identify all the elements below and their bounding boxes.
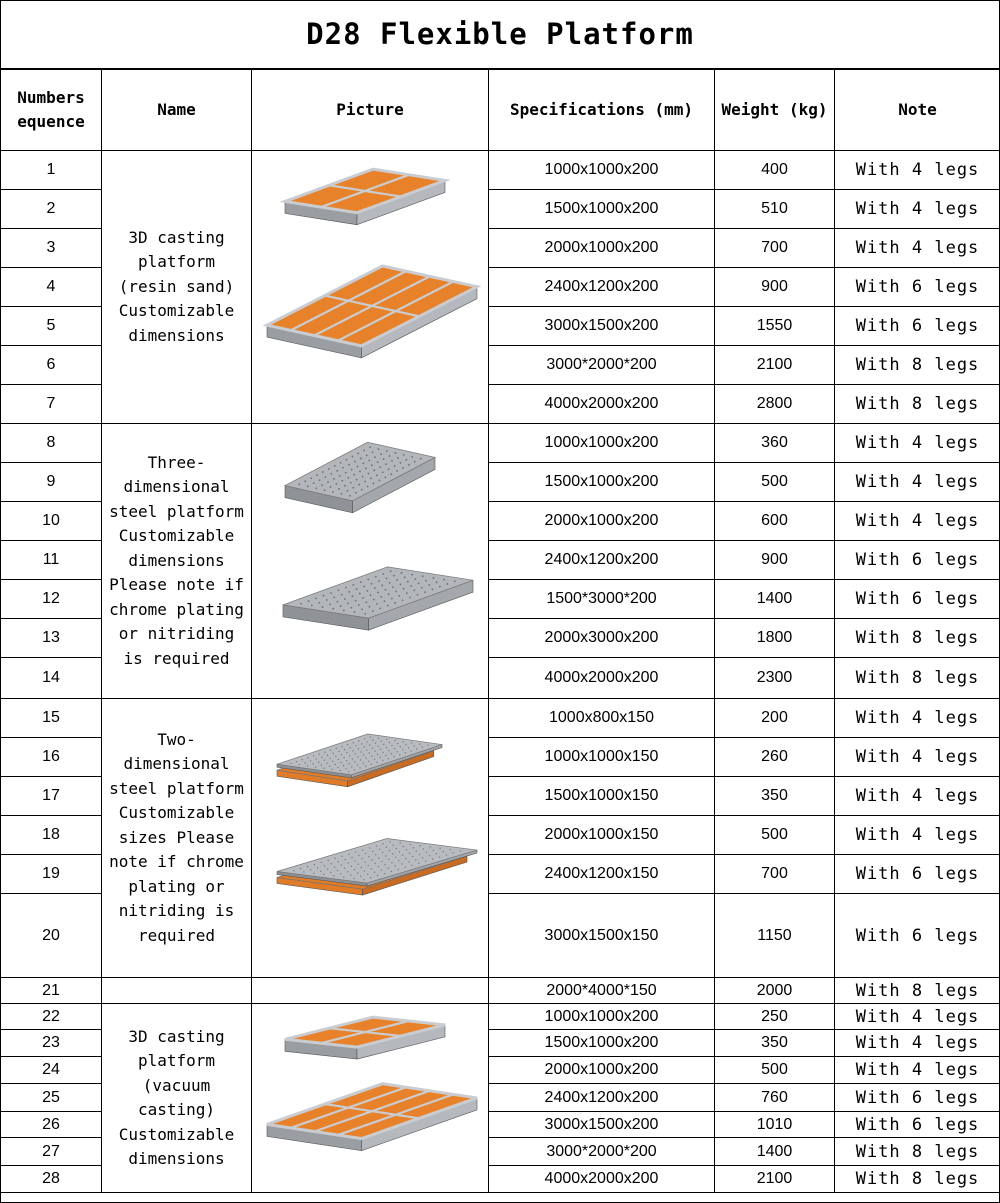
header-specifications: Specifications (mm) [489, 70, 715, 151]
note: With 4 legs [835, 699, 1000, 738]
table-body [1, 151, 1000, 1193]
specification: 2400x1200x200 [489, 541, 715, 580]
weight: 600 [715, 502, 835, 541]
specification: 4000x2000x200 [489, 658, 715, 699]
note: With 8 legs [835, 385, 1000, 424]
note: With 6 legs [835, 1084, 1000, 1112]
specification: 2400x1200x200 [489, 1084, 715, 1112]
weight: 1400 [715, 580, 835, 619]
row-number: 13 [1, 619, 102, 658]
note: With 6 legs [835, 580, 1000, 619]
row-number: 21 [1, 978, 102, 1004]
specification: 1500x1000x200 [489, 463, 715, 502]
header-name: Name [102, 70, 252, 151]
row-number: 16 [1, 738, 102, 777]
row-number: 12 [1, 580, 102, 619]
weight: 900 [715, 268, 835, 307]
specification: 3000x1500x200 [489, 1112, 715, 1138]
row-number: 4 [1, 268, 102, 307]
note: With 6 legs [835, 1112, 1000, 1138]
product-picture [252, 699, 489, 978]
specification: 2000x1000x200 [489, 1057, 715, 1084]
grey-steel-2d-platform-image [255, 701, 485, 976]
table-header-row [1, 70, 1000, 151]
weight: 500 [715, 463, 835, 502]
specification: 1000x1000x150 [489, 738, 715, 777]
specification: 4000x2000x200 [489, 1166, 715, 1193]
product-name: Three-dimensional steel platform Customizable dimensions Please note if chrome plating or nitriding is required [102, 424, 252, 699]
specification: 2000x1000x200 [489, 229, 715, 268]
specification: 1000x1000x200 [489, 1004, 715, 1030]
weight: 350 [715, 1030, 835, 1057]
row-number: 10 [1, 502, 102, 541]
row-number: 23 [1, 1030, 102, 1057]
weight: 350 [715, 777, 835, 816]
note: With 6 legs [835, 894, 1000, 978]
weight: 2300 [715, 658, 835, 699]
product-name: 3D casting platform (vacuum casting) Customizable dimensions [102, 1004, 252, 1193]
row-number: 27 [1, 1138, 102, 1166]
row-number: 20 [1, 894, 102, 978]
row-number: 19 [1, 855, 102, 894]
specification: 2000x3000x200 [489, 619, 715, 658]
specification: 2000x1000x150 [489, 816, 715, 855]
row-number: 2 [1, 190, 102, 229]
weight: 510 [715, 190, 835, 229]
product-picture [252, 151, 489, 424]
weight: 260 [715, 738, 835, 777]
note: With 4 legs [835, 463, 1000, 502]
weight: 1550 [715, 307, 835, 346]
note: With 4 legs [835, 738, 1000, 777]
specification: 2400x1200x150 [489, 855, 715, 894]
note: With 8 legs [835, 658, 1000, 699]
specification: 1500x1000x200 [489, 190, 715, 229]
header-picture: Picture [252, 70, 489, 151]
weight: 400 [715, 151, 835, 190]
product-picture [252, 424, 489, 699]
row-number: 18 [1, 816, 102, 855]
note: With 4 legs [835, 777, 1000, 816]
row-number: 5 [1, 307, 102, 346]
table-row [1, 1004, 1000, 1030]
weight: 2100 [715, 1166, 835, 1193]
weight: 360 [715, 424, 835, 463]
note: With 8 legs [835, 978, 1000, 1004]
specification: 3000x1500x150 [489, 894, 715, 978]
weight: 200 [715, 699, 835, 738]
table-row [1, 151, 1000, 190]
note: With 4 legs [835, 190, 1000, 229]
note: With 6 legs [835, 541, 1000, 580]
row-number: 9 [1, 463, 102, 502]
specification: 1000x1000x200 [489, 424, 715, 463]
weight: 2000 [715, 978, 835, 1004]
orange-grid-casting-platform-image [255, 1006, 485, 1191]
note: With 4 legs [835, 1004, 1000, 1030]
note: With 4 legs [835, 502, 1000, 541]
row-number: 6 [1, 346, 102, 385]
specification: 3000*2000*200 [489, 1138, 715, 1166]
weight: 1150 [715, 894, 835, 978]
row-number: 14 [1, 658, 102, 699]
row-number: 17 [1, 777, 102, 816]
weight: 250 [715, 1004, 835, 1030]
weight: 760 [715, 1084, 835, 1112]
header-number: Numbers equence [1, 70, 102, 151]
specification: 3000*2000*200 [489, 346, 715, 385]
weight: 700 [715, 229, 835, 268]
weight: 900 [715, 541, 835, 580]
weight: 2100 [715, 346, 835, 385]
table-row [1, 978, 1000, 1004]
table-row [1, 424, 1000, 463]
note: With 4 legs [835, 816, 1000, 855]
specification: 1500x1000x200 [489, 1030, 715, 1057]
weight: 1010 [715, 1112, 835, 1138]
specification: 2000x1000x200 [489, 502, 715, 541]
row-number: 8 [1, 424, 102, 463]
row-number: 25 [1, 1084, 102, 1112]
weight: 1800 [715, 619, 835, 658]
note: With 6 legs [835, 268, 1000, 307]
page-title: D28 Flexible Platform [0, 0, 1000, 69]
note: With 8 legs [835, 619, 1000, 658]
header-weight: Weight (kg) [715, 70, 835, 151]
specification: 1500*3000*200 [489, 580, 715, 619]
row-number: 3 [1, 229, 102, 268]
orange-grid-casting-platform-image [255, 153, 485, 422]
row-number: 28 [1, 1166, 102, 1193]
header-note: Note [835, 70, 1000, 151]
product-picture [252, 978, 489, 1004]
weight: 1400 [715, 1138, 835, 1166]
product-name: 3D casting platform (resin sand) Customizable dimensions [102, 151, 252, 424]
specification: 4000x2000x200 [489, 385, 715, 424]
row-number: 26 [1, 1112, 102, 1138]
row-number: 1 [1, 151, 102, 190]
product-name: Two-dimensional steel platform Customizable sizes Please note if chrome plating or nitriding is required [102, 699, 252, 978]
row-number: 11 [1, 541, 102, 580]
note: With 6 legs [835, 855, 1000, 894]
specification: 1000x800x150 [489, 699, 715, 738]
weight: 500 [715, 1057, 835, 1084]
row-number: 15 [1, 699, 102, 738]
note: With 8 legs [835, 1166, 1000, 1193]
table-row [1, 699, 1000, 738]
row-number: 24 [1, 1057, 102, 1084]
note: With 4 legs [835, 424, 1000, 463]
note: With 4 legs [835, 151, 1000, 190]
grey-steel-3d-platform-image [255, 426, 485, 697]
note: With 4 legs [835, 1030, 1000, 1057]
note: With 8 legs [835, 1138, 1000, 1166]
specification: 1500x1000x150 [489, 777, 715, 816]
product-picture [252, 1004, 489, 1193]
specification: 2000*4000*150 [489, 978, 715, 1004]
product-name [102, 978, 252, 1004]
spec-table [0, 69, 1000, 1193]
weight: 2800 [715, 385, 835, 424]
note: With 8 legs [835, 346, 1000, 385]
row-number: 7 [1, 385, 102, 424]
row-number: 22 [1, 1004, 102, 1030]
note: With 4 legs [835, 1057, 1000, 1084]
note: With 4 legs [835, 229, 1000, 268]
weight: 500 [715, 816, 835, 855]
specification: 3000x1500x200 [489, 307, 715, 346]
note: With 6 legs [835, 307, 1000, 346]
specification: 2400x1200x200 [489, 268, 715, 307]
weight: 700 [715, 855, 835, 894]
specification: 1000x1000x200 [489, 151, 715, 190]
